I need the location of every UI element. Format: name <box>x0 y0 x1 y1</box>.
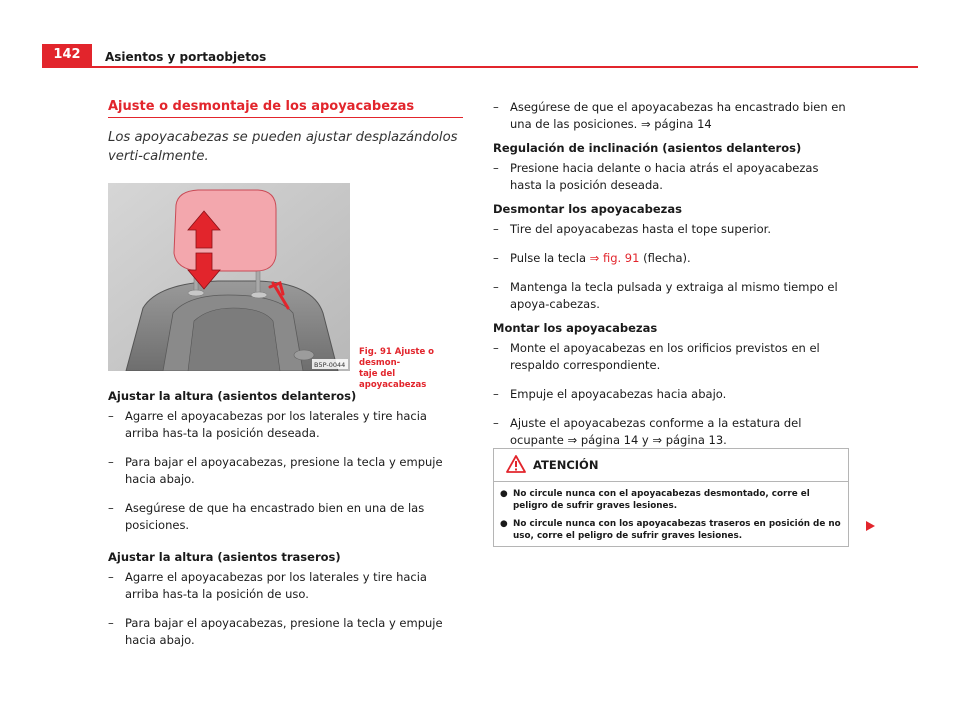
list-item <box>108 615 463 649</box>
list-item-text-end: (flecha). <box>639 251 691 265</box>
right-column <box>493 99 848 449</box>
left-column <box>108 99 463 649</box>
list-item-text: Para bajar el apoyacabezas, presione la tecla y empuje hacia abajo. <box>125 455 443 486</box>
subheading-mount: Montar los apoyacabezas <box>493 321 658 335</box>
dash-marker: – <box>493 251 499 265</box>
warning-item <box>500 488 842 512</box>
figure-reference-link[interactable]: ⇒ fig. 91 <box>589 251 640 265</box>
figure-caption-line-1: Fig. 91 Ajuste o desmon- <box>359 347 435 368</box>
section-title: Ajuste o desmontaje de los apoyacabezas <box>108 99 463 118</box>
dash-marker: – <box>108 570 114 584</box>
figure-caption-line-2: taje del apoyacabezas <box>359 369 427 390</box>
list-item <box>493 415 848 449</box>
header-rule <box>42 66 918 68</box>
list-item-text: Agarre el apoyacabezas por los laterales y tire hacia arriba has-ta la posición de uso. <box>125 570 427 601</box>
list-item-text: Empuje el apoyacabezas hacia abajo. <box>510 387 727 401</box>
warning-item-text: No circule nunca con los apoyacabezas traseros en posición de no uso, corre el peligro de sufrir graves lesiones. <box>513 519 841 541</box>
list-item-text: Asegúrese de que ha encastrado bien en una de las posiciones. <box>125 501 425 532</box>
dash-marker: – <box>493 416 499 430</box>
bullet-marker: ● <box>500 519 508 529</box>
figure-caption <box>359 347 463 391</box>
list-item <box>493 160 848 194</box>
dash-marker: – <box>493 161 499 175</box>
subheading-front: Ajustar la altura (asientos delanteros) <box>108 389 357 403</box>
list-item <box>108 569 463 603</box>
subheading-rear: Ajustar la altura (asientos traseros) <box>108 550 341 564</box>
list-item <box>108 454 463 488</box>
list-item <box>108 500 463 534</box>
list-item-text: Agarre el apoyacabezas por los laterales y tire hacia arriba has-ta la posición deseada. <box>125 409 427 440</box>
list-item <box>493 250 848 267</box>
warning-body <box>494 482 848 546</box>
figure-91 <box>108 183 463 390</box>
continue-arrow-icon <box>866 521 875 531</box>
dash-marker: – <box>108 616 114 630</box>
section-intro: Los apoyacabezas se pueden ajustar desplazándolos verti-calmente. <box>108 130 458 164</box>
list-item <box>493 99 848 133</box>
list-item-text: Para bajar el apoyacabezas, presione la tecla y empuje hacia abajo. <box>125 616 443 647</box>
bullet-marker: ● <box>500 489 508 499</box>
page-number: 142 <box>42 44 92 66</box>
warning-header <box>494 449 848 482</box>
warning-title: ATENCIÓN <box>533 458 599 472</box>
dash-marker: – <box>493 100 499 114</box>
list-item <box>493 221 848 238</box>
running-header-title: Asientos y portaobjetos <box>105 50 267 64</box>
list-item-text: Asegúrese de que el apoyacabezas ha encastrado bien en una de las posiciones. ⇒ página 14 <box>510 100 846 131</box>
warning-item-text: No circule nunca con el apoyacabezas desmontado, corre el peligro de sufrir graves lesiones. <box>513 489 810 511</box>
list-item <box>108 408 463 442</box>
dash-marker: – <box>108 455 114 469</box>
dash-marker: – <box>493 341 499 355</box>
dash-marker: – <box>493 280 499 294</box>
dash-marker: – <box>108 501 114 515</box>
list-item <box>493 279 848 313</box>
warning-item <box>500 518 842 542</box>
list-item-text: Ajuste el apoyacabezas conforme a la estatura del ocupante ⇒ página 14 y ⇒ página 13. <box>510 416 802 447</box>
list-item-text-start: Pulse la tecla <box>510 251 590 265</box>
list-item-text: Tire del apoyacabezas hasta el tope superior. <box>510 222 771 236</box>
dash-marker: – <box>493 387 499 401</box>
list-item <box>493 340 848 374</box>
figure-code: B5P-0044 <box>314 361 346 369</box>
warning-box <box>493 448 849 547</box>
list-item-text: Presione hacia delante o hacia atrás el apoyacabezas hasta la posición deseada. <box>510 161 819 192</box>
list-item-text: Mantenga la tecla pulsada y extraiga al mismo tiempo el apoya-cabezas. <box>510 280 838 311</box>
headrest-photo <box>108 183 350 371</box>
list-item <box>493 386 848 403</box>
dash-marker: – <box>108 409 114 423</box>
subheading-remove: Desmontar los apoyacabezas <box>493 202 682 216</box>
warning-triangle-icon <box>506 455 526 473</box>
list-item-text: Monte el apoyacabezas en los orificios previstos en el respaldo correspondiente. <box>510 341 820 372</box>
dash-marker: – <box>493 222 499 236</box>
subheading-inclination: Regulación de inclinación (asientos delanteros) <box>493 141 802 155</box>
